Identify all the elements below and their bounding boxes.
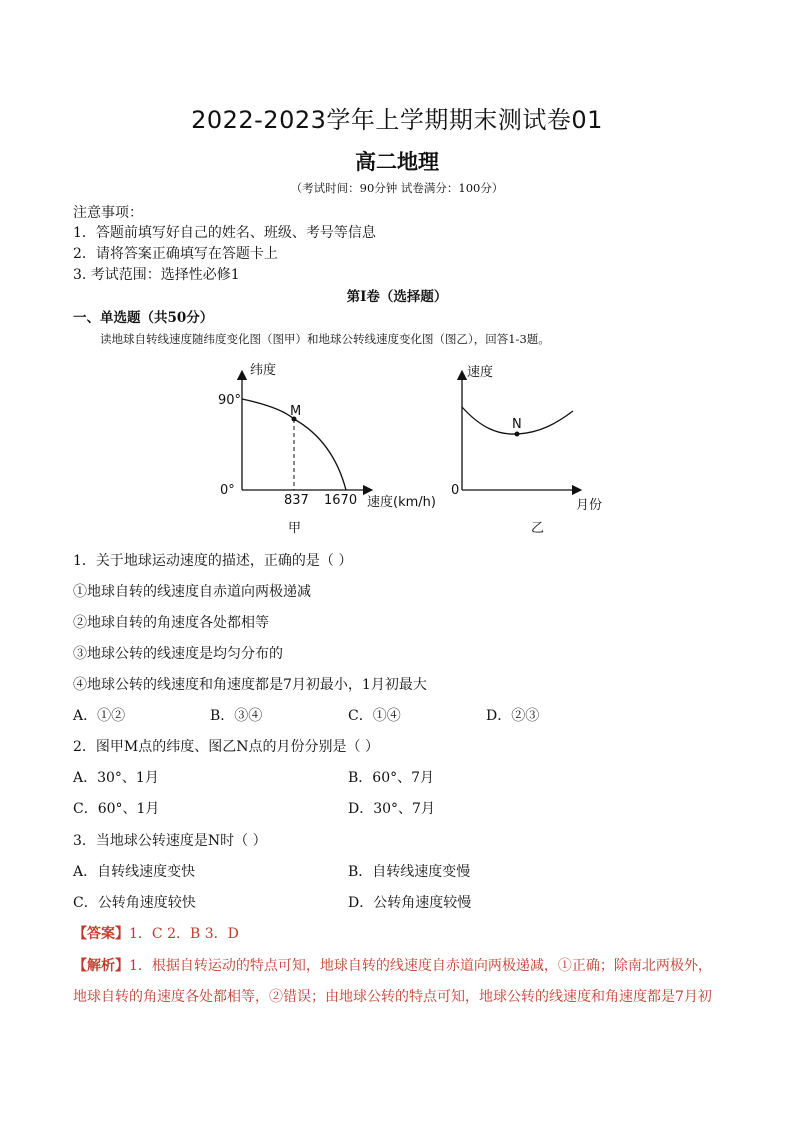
figure-a-caption: 甲 — [288, 521, 302, 536]
figure-b-x-label: 月份 — [576, 498, 603, 513]
question-2-option-d: D．30°、7月 — [348, 801, 435, 817]
analysis-text-1: 1．根据自转运动的特点可知，地球自转的线速度自赤道向两极递减，①正确；除南北两极外， — [129, 958, 712, 974]
notice-item: 2．请将答案正确填写在答题卡上 — [73, 246, 278, 262]
question-1-statement: ②地球自转的角速度各处都相等 — [73, 615, 269, 631]
figure-a-y-tick-90: 90° — [218, 393, 242, 408]
figure-a-point-m-label: M — [290, 404, 302, 419]
question-3-option-b: B．自转线速度变慢 — [348, 864, 471, 880]
question-1-option-c: C．①④ — [348, 708, 401, 724]
figure-b-y-label: 速度 — [467, 365, 494, 380]
question-1-statement: ③地球公转的线速度是均匀分布的 — [73, 646, 283, 662]
figure-b-origin-label: 0 — [451, 483, 460, 498]
volume-title: 第Ⅰ卷（选择题） — [346, 289, 448, 305]
figure-a-x-tick-1670: 1670 — [324, 493, 358, 508]
figure-b-caption: 乙 — [531, 521, 545, 536]
notice-item: 1．答题前填写好自己的姓名、班级、考号等信息 — [73, 225, 376, 241]
question-3-option-d: D．公转角速度较慢 — [348, 895, 472, 911]
figure-a-x-tick-837: 837 — [284, 493, 309, 508]
answer-tag: 【答案】 — [73, 926, 129, 942]
question-1-option-a: A．①② — [73, 708, 126, 724]
part-title: 一、单选题（共50分） — [73, 310, 214, 326]
figure-a-y-label: 纬度 — [250, 363, 277, 378]
notice-heading: 注意事项： — [73, 205, 143, 221]
answer-line — [73, 923, 239, 943]
figure-a-chart — [210, 355, 460, 540]
exam-info: （考试时间：90分钟 试卷满分：100分） — [290, 181, 504, 195]
figure-b-point-n — [515, 432, 520, 437]
question-1-option-b: B．③④ — [210, 708, 263, 724]
figure-b-chart — [445, 355, 615, 540]
question-3-option-c: C．公转角速度较快 — [73, 895, 196, 911]
subject-title: 高二地理 — [355, 150, 439, 174]
analysis-line-2: 地球自转的角速度各处都相等，②错误；由地球公转的特点可知，地球公转的线速度和角速度都是7月初 — [73, 989, 712, 1005]
page-title: 2022-2023学年上学期期末测试卷01 — [191, 106, 603, 134]
question-2-option-a: A．30°、1月 — [73, 770, 159, 786]
question-1-statement: ④地球公转的线速度和角速度都是7月初最小，1月初最大 — [73, 677, 427, 693]
analysis-tag: 【解析】 — [73, 958, 129, 974]
figure-b-point-n-label: N — [512, 417, 522, 432]
question-2-option-c: C．60°、1月 — [73, 801, 160, 817]
question-1-stem: 1．关于地球运动速度的描述，正确的是（ ） — [73, 553, 353, 569]
question-intro: 读地球自转线速度随纬度变化图（图甲）和地球公转线速度变化图（图乙），回答1-3题。 — [100, 332, 550, 346]
question-2-stem: 2．图甲M点的纬度、图乙N点的月份分别是（ ） — [73, 739, 379, 755]
question-2-option-b: B．60°、7月 — [348, 770, 435, 786]
question-1-statement: ①地球自转的线速度自赤道向两极递减 — [73, 584, 311, 600]
question-3-stem: 3．当地球公转速度是N时（ ） — [73, 833, 267, 849]
figure-a-origin-label: 0° — [220, 483, 235, 498]
analysis-line-1 — [73, 955, 712, 975]
answer-text: 1．C 2．B 3．D — [129, 926, 239, 942]
figure-a-x-label: 速度(km/h) — [367, 495, 436, 510]
notice-item: 3. 考试范围：选择性必修1 — [73, 267, 240, 283]
question-3-option-a: A．自转线速度变快 — [73, 864, 196, 880]
question-1-option-d: D．②③ — [486, 708, 540, 724]
